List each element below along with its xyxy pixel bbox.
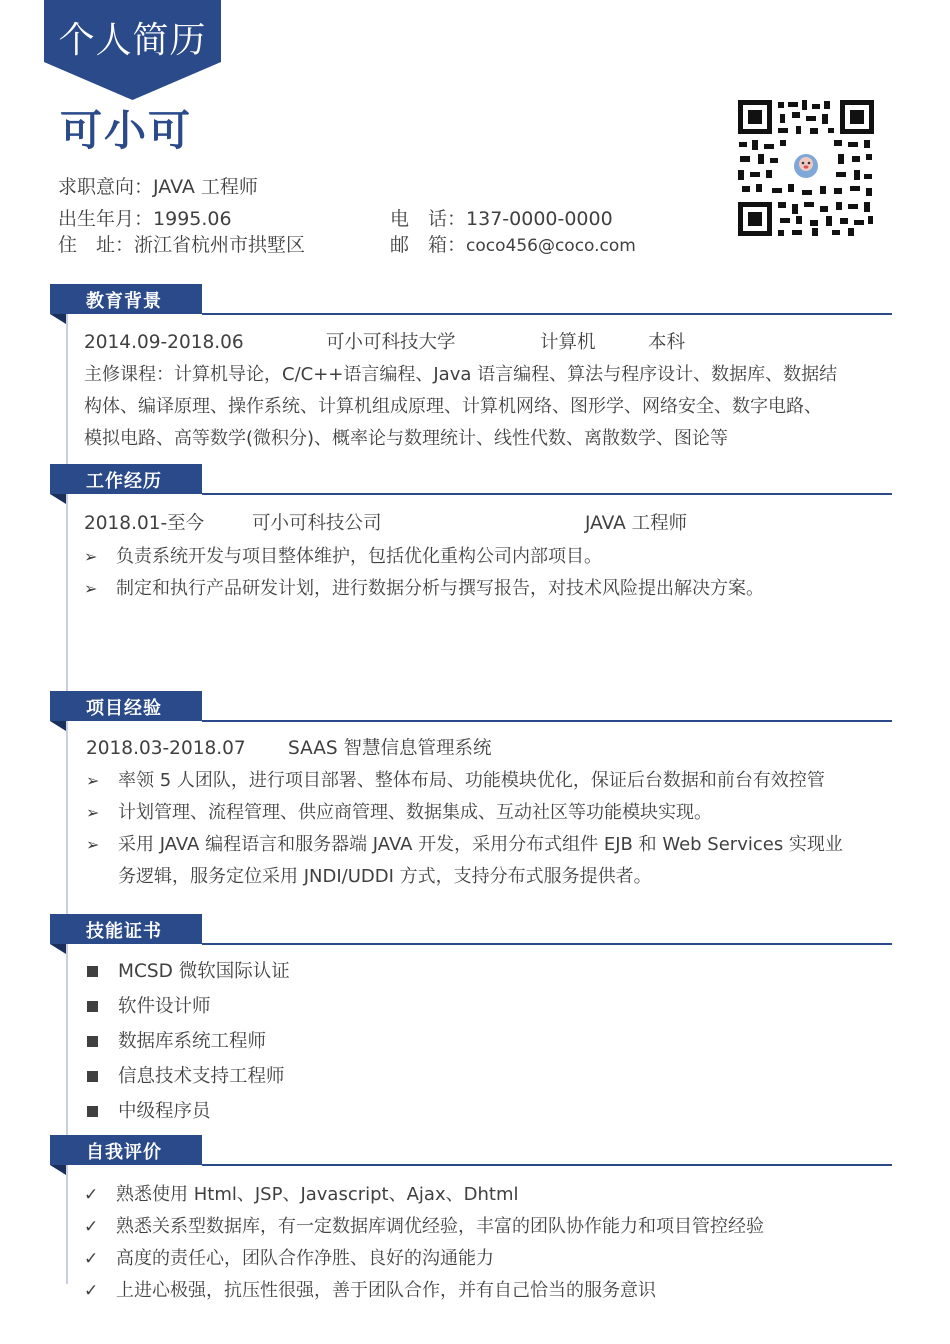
section-header-work [50, 464, 892, 504]
square-bullet-icon [87, 1001, 98, 1012]
check-icon: ✓ [84, 1217, 99, 1237]
address-label: 住 址： [58, 234, 135, 256]
edu-courses-line3: 模拟电路、高等数学(微积分)、概率论与数理统计、线性代数、离散数学、图论等 [84, 428, 729, 449]
skill-item-1: MCSD 微软国际认证 [118, 961, 290, 982]
project-item-3: 采用 JAVA 编程语言和服务器端 JAVA 开发，采用分布式组件 EJB 和 Web Services 实现业 [118, 834, 843, 855]
email [390, 230, 636, 257]
square-bullet-icon [87, 1036, 98, 1047]
project-item-1: 率领 5 人团队，进行项目部署、整体布局、功能模块优化，保证后台数据和前台有效控管 [118, 770, 825, 791]
section-title-project: 项目经验 [86, 698, 162, 719]
section-header-project [50, 691, 892, 731]
self-item-4: 上进心极强，抗压性很强，善于团队合作，并有自己恰当的服务意识 [116, 1280, 656, 1301]
email-label: 邮 箱： [390, 234, 467, 256]
project-item-2: 计划管理、流程管理、供应商管理、数据集成、互动社区等功能模块实现。 [118, 802, 712, 823]
work-period: 2018.01-至今 [84, 513, 205, 534]
edu-major: 计算机 [540, 332, 596, 353]
section-title-work: 工作经历 [86, 471, 162, 492]
banner-title: 个人简历 [58, 20, 207, 61]
work-item-2: 制定和执行产品研发计划，进行数据分析与撰写报告，对技术风险提出解决方案。 [116, 578, 764, 599]
project-period: 2018.03-2018.07 [86, 738, 246, 759]
section-title-self: 自我评价 [86, 1142, 162, 1163]
arrow-bullet-icon: ➢ [86, 771, 100, 790]
birth-value: 1995.06 [153, 208, 232, 230]
work-company: 可小可科技公司 [252, 513, 382, 534]
check-icon: ✓ [84, 1185, 99, 1205]
email-value: coco456@coco.com [466, 236, 636, 256]
phone-label: 电 话： [390, 208, 467, 230]
check-icon: ✓ [84, 1281, 99, 1301]
phone [390, 204, 613, 231]
section-title-education: 教育背景 [86, 291, 162, 312]
self-item-2: 熟悉关系型数据库，有一定数据库调优经验，丰富的团队协作能力和项目管控经验 [116, 1216, 764, 1237]
arrow-bullet-icon: ➢ [84, 547, 98, 566]
section-header-self [50, 1135, 892, 1175]
qr-code-icon [736, 98, 876, 238]
phone-value: 137-0000-0000 [466, 208, 613, 230]
square-bullet-icon [87, 966, 98, 977]
arrow-bullet-icon: ➢ [84, 579, 98, 598]
skill-item-4: 信息技术支持工程师 [118, 1066, 285, 1087]
arrow-bullet-icon: ➢ [86, 803, 100, 822]
arrow-bullet-icon: ➢ [86, 835, 100, 854]
edu-courses-line1: 主修课程：计算机导论，C/C++语言编程、Java 语言编程、算法与程序设计、数据库、数据结 [84, 364, 838, 385]
work-item-1: 负责系统开发与项目整体维护，包括优化重构公司内部项目。 [116, 546, 602, 567]
address-value: 浙江省杭州市拱墅区 [134, 234, 306, 256]
self-item-3: 高度的责任心，团队合作净胜、良好的沟通能力 [116, 1248, 494, 1269]
section-title-skills: 技能证书 [86, 921, 162, 942]
skill-item-5: 中级程序员 [118, 1101, 211, 1122]
square-bullet-icon [87, 1106, 98, 1117]
section-header-skills [50, 914, 892, 954]
birth-label: 出生年月： [58, 208, 154, 230]
project-name: SAAS 智慧信息管理系统 [288, 738, 492, 759]
job-intent [58, 172, 258, 199]
self-item-1: 熟悉使用 Html、JSP、Javascript、Ajax、Dhtml [116, 1184, 519, 1205]
job-intent-label: 求职意向： [58, 176, 154, 198]
work-position: JAVA 工程师 [585, 513, 688, 534]
check-icon: ✓ [84, 1249, 99, 1269]
section-header-education [50, 284, 892, 324]
edu-courses-line2: 构体、编译原理、操作系统、计算机组成原理、计算机网络、图形学、网络安全、数字电路、 [84, 396, 822, 417]
edu-degree: 本科 [648, 332, 686, 353]
edu-period: 2014.09-2018.06 [84, 332, 244, 353]
square-bullet-icon [87, 1071, 98, 1082]
skill-item-3: 数据库系统工程师 [118, 1031, 267, 1052]
job-intent-value: JAVA 工程师 [153, 176, 258, 198]
project-item-3-cont: 务逻辑，服务定位采用 JNDI/UDDI 方式，支持分布式服务提供者。 [118, 866, 652, 887]
birth-date [58, 204, 232, 231]
address [58, 230, 305, 257]
edu-school: 可小可科技大学 [326, 332, 456, 353]
skill-item-2: 软件设计师 [118, 996, 211, 1017]
person-name: 可小可 [60, 106, 193, 155]
